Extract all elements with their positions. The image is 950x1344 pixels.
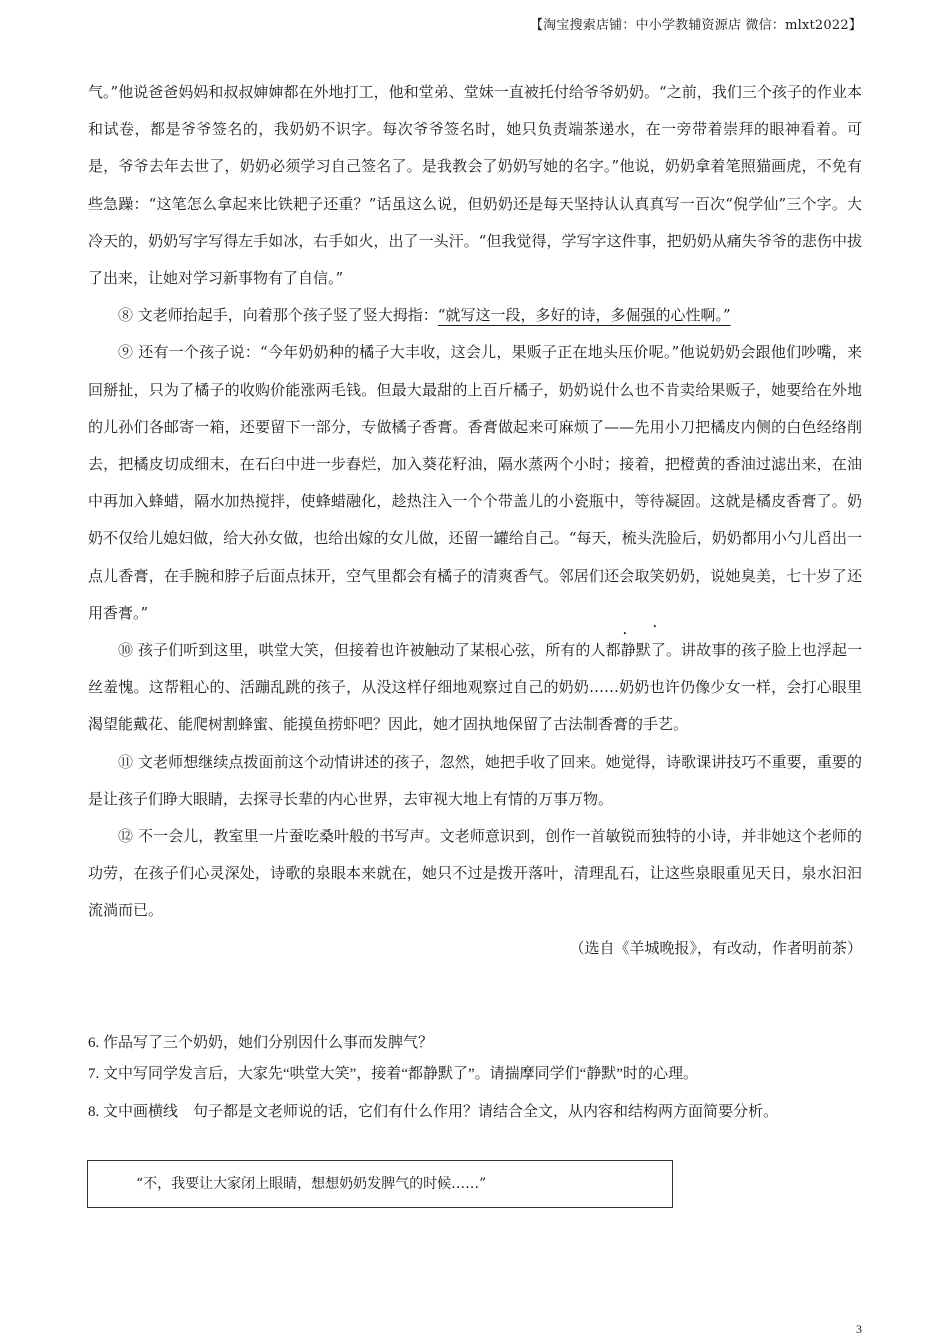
question-7: 7. 文中写同学发言后，大家先“哄堂大笑”，接着“都静默了”。请揣摩同学们“静默”时的心理。 xyxy=(88,1066,698,1082)
paragraph-11: ⑪ 文老师想继续点拨面前这个动情讲述的孩子，忽然，她把手收了回来。她觉得，诗歌课讲技巧不重要，重要的是让孩子们睁大眼睛，去探寻长辈的内心世界，去审视大地上有情的万事万物。 xyxy=(88,752,862,808)
question-8: 8. 文中画横线 句子都是文老师说的话，它们有什么作用？请结合全文，从内容和结构两方面简要分析。 xyxy=(88,1104,779,1120)
paragraph-7-continuation: 气。”他说爸爸妈妈和叔叔婶婶都在外地打工，他和堂弟、堂妹一直被托付给爷爷奶奶。“之前，我们三个孩子的作业本和试卷，都是爷爷签名的，我奶奶不识字。每次爷爷签名时，她只负责端茶递水，在一旁带着崇拜的眼神看着。可是，爷爷去年去世了，奶奶必须学习自己签名了。是我教会了奶奶写她的名字。”他说，奶奶拿着笔照猫画虎，不免有些急躁：“这笔怎么拿起来比铁耙子还重？”话虽这么说，但奶奶还是每天坚持认认真真写一百次“倪学仙”三个字。大冷天的，奶奶写字写得左手如冰，右手如火，出了一头汗。“但我觉得，学写字这件事，把奶奶从痛失爷爷的悲伤中拔了出来，让她对学习新事物有了自信。” xyxy=(88,83,862,288)
paragraph-12: ⑫ 不一会儿，教室里一片蚕吃桑叶般的书写声。文老师意识到，创作一首敏锐而独特的小诗，并非她这个老师的功劳，在孩子们心灵深处，诗歌的泉眼本来就在，她只不过是拨开落叶，清理乱石，让这些泉眼重见天日，泉水汩汩流淌而已。 xyxy=(88,827,862,920)
page-number: 3 xyxy=(856,1322,862,1336)
paragraph-8 xyxy=(88,297,862,334)
boxed-quote: “不，我要让大家闭上眼睛，想想奶奶发脾气的时候……” xyxy=(87,1160,673,1208)
page-header-source: 【淘宝搜索店铺：中小学教辅资源店 微信：mlxt2022】 xyxy=(529,18,862,33)
emphasis-dotted-word: 静默 • • xyxy=(621,641,651,659)
passage-body xyxy=(88,74,862,967)
question-list xyxy=(88,1028,868,1128)
source-citation: （选自《羊城晚报》，有改动，作者明前茶） xyxy=(569,938,862,957)
paragraph-9: ⑨ 还有一个孩子说：“今年奶奶种的橘子大丰收，这会儿，果贩子正在地头压价呢。”他说奶奶会跟他们吵嘴，来回掰扯，只为了橘子的收购价能涨两毛钱。但最大最甜的上百斤橘子，奶奶说什么也不肯卖给果贩子，她要给在外地的儿孙们各邮寄一箱，还要留下一部分，专做橘子香膏。香膏做起来可麻烦了——先用小刀把橘皮内侧的白色经络削去，把橘皮切成细末，在石臼中进一步舂烂，加入葵花籽油，隔水蒸两个小时；接着，把橙黄的香油过滤出来，在油中再加入蜂蜡，隔水加热搅拌，使蜂蜡融化，趁热注入一个个带盖儿的小瓷瓶中，等待凝固。这就是橘皮香膏了。奶奶不仅给儿媳妇做，给大孙女做，也给出嫁的女儿做，还留一罐给自己。“每天，梳头洗脸后，奶奶都用小勺儿舀出一点儿香膏，在手腕和脖子后面点抹开，空气里都会有橘子的清爽香气。邻居们还会取笑奶奶，说她臭美，七十岁了还用香膏。” xyxy=(88,343,862,622)
paragraph-8-text: ⑧ 文老师抬起手，向着那个孩子竖了竖大拇指： xyxy=(118,306,438,325)
underlined-sentence: “就写这一段，多好的诗，多倔强的心性啊。” xyxy=(437,306,731,325)
paragraph-10-text-b: 了。讲故事的孩子脸上也浮起一丝羞愧。这帮粗心的、活蹦乱跳的孩子，从没这样仔细地观察过自己的奶奶……奶奶也许仍像少女一样，会打心眼里渴望能戴花、能爬树割蜂蜜、能摸鱼捞虾吧？因此，她才固执地保留了古法制香膏的手艺。 xyxy=(88,641,862,734)
question-6: 6. 作品写了三个奶奶，她们分别因什么事而发脾气？ xyxy=(88,1035,434,1051)
paragraph-10-text-a: ⑩ 孩子们听到这里，哄堂大笑，但接着也许被触动了某根心弦，所有的人都 xyxy=(118,641,621,660)
paragraph-10 xyxy=(88,632,862,744)
